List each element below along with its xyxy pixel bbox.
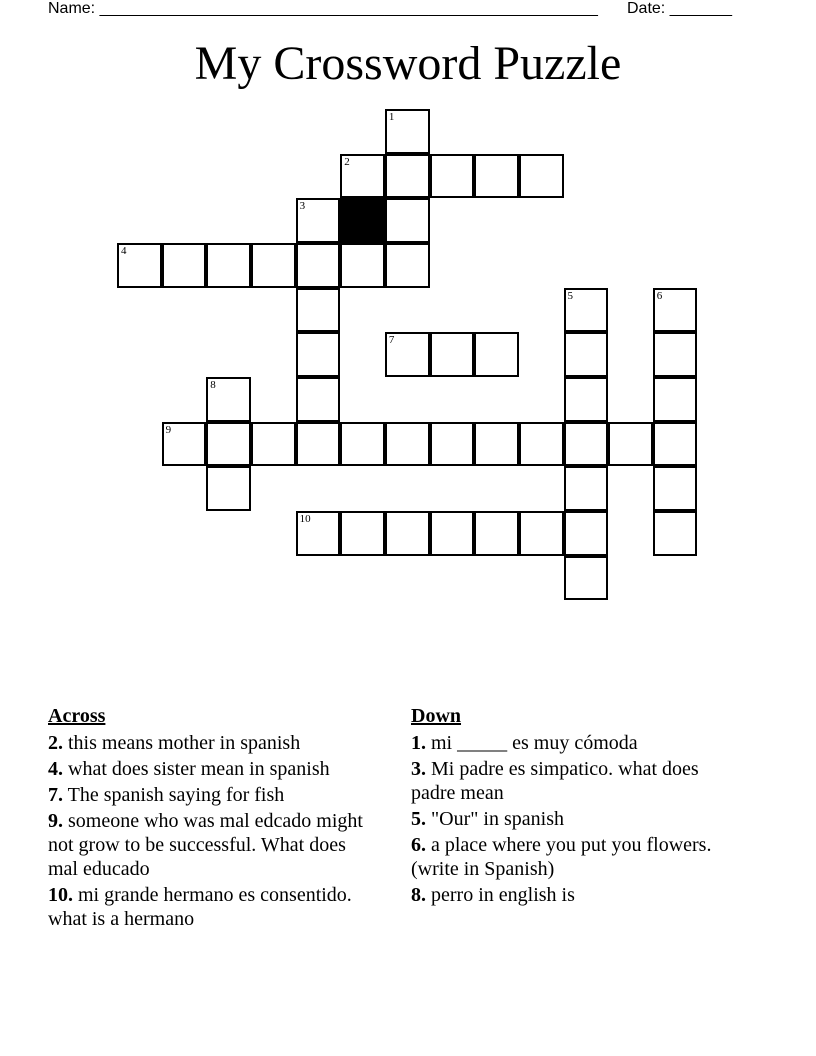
answer-cell[interactable] [564,466,609,511]
clue-number-label: 6 [656,289,663,302]
answer-cell[interactable] [564,511,609,556]
clue-number-label: 1 [388,111,395,123]
black-cell [340,198,385,243]
answer-cell[interactable] [385,109,430,154]
answer-cell[interactable] [430,154,475,199]
clue-text: mi grande hermano es consentido. what is a hermano [48,884,352,930]
clue-number-label: 3 [299,200,306,213]
answer-cell[interactable] [296,243,341,288]
answer-cell[interactable] [296,198,341,243]
across-clues [48,704,378,933]
answer-cell[interactable] [206,422,251,467]
clue-number: 9. [48,810,63,832]
answer-cell[interactable] [385,243,430,288]
answer-cell[interactable] [385,332,430,377]
clue-number: 1. [411,732,426,754]
answer-cell[interactable] [519,422,564,467]
clue-number-label: 2 [344,155,350,168]
across-clue [48,731,378,755]
clue-number: 10. [48,884,73,906]
answer-cell[interactable] [117,243,162,288]
down-heading: Down [411,705,462,727]
clue-text: what does sister mean in spanish [63,758,330,780]
answer-cell[interactable] [608,422,653,467]
clue-number-label: 8 [210,378,216,391]
clue-number: 6. [411,834,426,856]
answer-cell[interactable] [206,466,251,511]
answer-cell[interactable] [206,243,251,288]
answer-cell[interactable] [564,288,609,333]
answer-cell[interactable] [653,422,698,467]
clue-number: 3. [411,758,426,780]
down-clue [411,807,741,831]
clue-text: this means mother in spanish [63,732,301,754]
name-field-label: Name: ________________________________________________________ [48,0,598,17]
answer-cell[interactable] [206,377,251,422]
clue-number-label: 4 [121,244,127,257]
across-clue [48,783,378,807]
answer-cell[interactable] [251,422,296,467]
down-clue [411,757,741,805]
answer-cell[interactable] [340,511,385,556]
clue-text: The spanish saying for fish [63,784,285,806]
across-clue [48,809,378,881]
answer-cell[interactable] [296,422,341,467]
clue-text: "Our" in spanish [426,808,564,830]
answer-cell[interactable] [296,511,341,556]
answer-cell[interactable] [385,154,430,199]
answer-cell[interactable] [340,154,385,199]
down-clue [411,833,741,881]
answer-cell[interactable] [430,422,475,467]
answer-cell[interactable] [296,377,341,422]
clue-text: a place where you put you flowers.(write in Spanish) [411,834,712,880]
answer-cell[interactable] [474,511,519,556]
down-clue [411,731,741,755]
date-field-label: Date: _______ [627,0,732,17]
clue-number: 8. [411,884,426,906]
clue-text: someone who was mal edcado might not grow to be successful. What does mal educado [48,810,363,880]
answer-cell[interactable] [519,511,564,556]
clue-text: perro in english is [426,884,575,906]
answer-cell[interactable] [474,422,519,467]
answer-cell[interactable] [653,466,698,511]
answer-cell[interactable] [340,243,385,288]
clue-number-label: 7 [388,334,395,347]
clue-text: Mi padre es simpatico. what does padre mean [411,758,699,804]
answer-cell[interactable] [564,332,609,377]
answer-cell[interactable] [474,154,519,199]
across-clue [48,883,378,931]
clue-number: 5. [411,808,426,830]
answer-cell[interactable] [430,511,475,556]
answer-cell[interactable] [653,332,698,377]
answer-cell[interactable] [385,198,430,243]
page-title: My Crossword Puzzle [194,37,622,90]
answer-cell[interactable] [653,511,698,556]
answer-cell[interactable] [296,288,341,333]
answer-cell[interactable] [162,422,207,467]
across-heading: Across [48,705,106,727]
answer-cell[interactable] [519,154,564,199]
answer-cell[interactable] [430,332,475,377]
answer-cell[interactable] [296,332,341,377]
answer-cell[interactable] [340,422,385,467]
clue-number: 7. [48,784,63,806]
clue-number: 2. [48,732,63,754]
clue-number-label: 9 [165,423,172,436]
answer-cell[interactable] [653,377,698,422]
answer-cell[interactable] [251,243,296,288]
down-clues [411,704,741,909]
across-clue [48,757,378,781]
answer-cell[interactable] [162,243,207,288]
clue-number: 4. [48,758,63,780]
answer-cell[interactable] [564,377,609,422]
clue-number-label: 5 [567,289,573,302]
answer-cell[interactable] [385,511,430,556]
answer-cell[interactable] [385,422,430,467]
answer-cell[interactable] [474,332,519,377]
answer-cell[interactable] [564,556,609,601]
down-clue [411,883,741,907]
answer-cell[interactable] [653,288,698,333]
clue-number-label: 10 [299,512,311,525]
clue-text: mi _____ es muy cómoda [426,732,638,754]
answer-cell[interactable] [564,422,609,467]
